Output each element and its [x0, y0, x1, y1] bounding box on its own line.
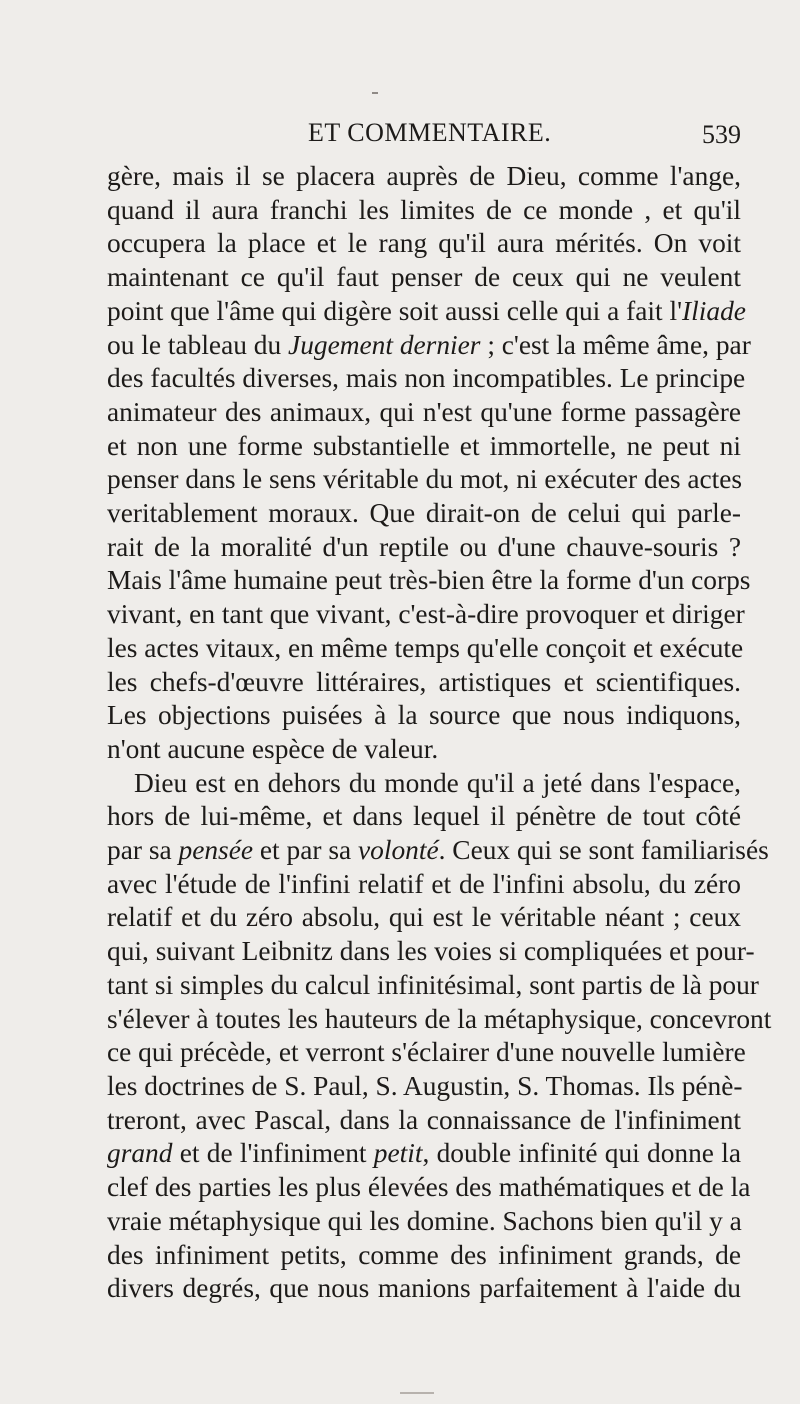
text-line: s'élever à toutes les hauteurs de la métaphysique, concevront [107, 1003, 772, 1034]
text-line: Les objections puisées à la source que nous indiquons, [107, 700, 741, 731]
print-mark-bottom [400, 1392, 434, 1394]
text-line: les chefs-d'œuvre littéraires, artistiques et scientifiques. [107, 666, 741, 697]
text-line: treront, avec Pascal, dans la connaissance de l'infiniment [107, 1104, 741, 1135]
text-line: animateur des animaux, qui n'est qu'une forme passagère [107, 396, 741, 427]
text-line: tant si simples du calcul infinitésimal, sont partis de là pour [107, 969, 759, 1000]
running-title: ET COMMENTAIRE. [308, 118, 552, 147]
body-text [107, 160, 772, 1306]
text-line: clef des parties les plus élevées des mathématiques et de la [107, 1172, 751, 1203]
print-mark [372, 92, 378, 94]
italic-emphasis: petit [373, 1138, 423, 1169]
text-line: vivant, en tant que vivant, c'est-à-dire provoquer et diriger [107, 599, 745, 630]
text-line: et non une forme substantielle et immortelle, ne peut ni [107, 430, 741, 461]
text-line: avec l'étude de l'infini relatif et de l'infini absolu, du zéro [107, 868, 741, 899]
text-line: ce qui précède, et verront s'éclairer d'une nouvelle lumière [107, 1037, 746, 1068]
text-line: maintenant ce qu'il faut penser de ceux qui ne veulent [107, 262, 741, 293]
page-number: 539 [702, 120, 741, 149]
text-line: grand et de l'infiniment petit, double infinité qui donne la [107, 1138, 741, 1169]
text-line: divers degrés, que nous manions parfaitement à l'aide du [107, 1273, 741, 1304]
text-line: n'ont aucune espèce de valeur. [107, 733, 439, 764]
text-line: par sa pensée et par sa volonté. Ceux qui se sont familiarisés [107, 835, 769, 866]
text-line: ou le tableau du Jugement dernier ; c'est la même âme, par [107, 329, 751, 360]
italic-emphasis: pensée [178, 835, 254, 866]
text-line: des infiniment petits, comme des infiniment grands, de [107, 1239, 741, 1270]
text-line: gère, mais il se placera auprès de Dieu, comme l'ange, [107, 161, 741, 191]
text-line: vraie métaphysique qui les domine. Sachons bien qu'il y a [107, 1205, 742, 1236]
text-line: les doctrines de S. Paul, S. Augustin, S. Thomas. Ils pénè- [107, 1070, 743, 1101]
text-line: occupera la place et le rang qu'il aura mérités. On voit [107, 228, 741, 259]
italic-emphasis: volonté [357, 835, 439, 866]
text-line: qui, suivant Leibnitz dans les voies si compliquées et pour- [107, 936, 755, 967]
text-line: point que l'âme qui digère soit aussi celle qui a fait l'Iliade [107, 295, 746, 326]
text-line: des facultés diverses, mais non incompatibles. Le principe [107, 363, 746, 394]
text-line: rait de la moralité d'un reptile ou d'une chauve-souris ? [107, 531, 741, 562]
text-line: penser dans le sens véritable du mot, ni exécuter des actes [107, 464, 743, 495]
italic-emphasis: grand [107, 1138, 173, 1169]
text-line: Dieu est en dehors du monde qu'il a jeté dans l'espace, [134, 767, 741, 798]
text-line: Mais l'âme humaine peut très-bien être la forme d'un corps [107, 565, 751, 596]
text-line: hors de lui-même, et dans lequel il pénètre de tout côté [107, 801, 741, 832]
text-line: relatif et du zéro absolu, qui est le véritable néant ; ceux [107, 902, 741, 933]
text-line: quand il aura franchi les limites de ce monde , et qu'il [107, 194, 741, 225]
italic-emphasis: Iliade [682, 295, 746, 326]
text-line: les actes vitaux, en même temps qu'elle conçoit et exécute [107, 632, 744, 663]
page-header [0, 118, 800, 158]
text-line: veritablement moraux. Que dirait-on de celui qui parle- [107, 498, 741, 529]
italic-emphasis: Jugement dernier [288, 329, 481, 360]
